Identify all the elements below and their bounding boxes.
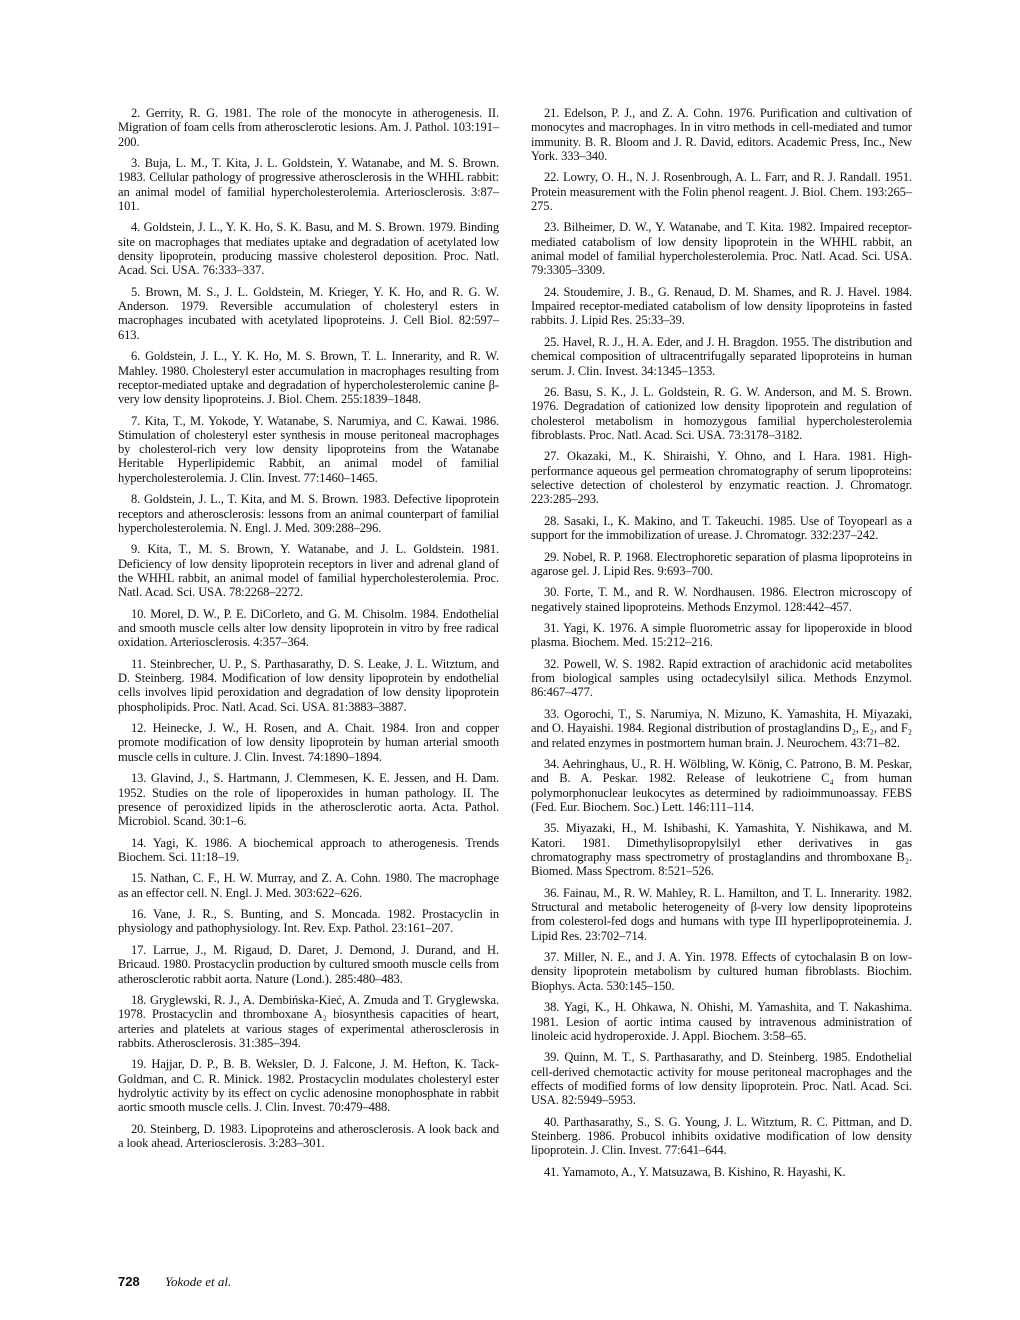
reference-item: 10. Morel, D. W., P. E. DiCorleto, and G. M. Chisolm. 1984. Endothelial and smooth muscle cells alter low density lipoprotein in vitro by free radical oxidation. Arteriosclerosis. 4:357–364. xyxy=(118,606,499,650)
reference-item: 35. Miyazaki, H., M. Ishibashi, K. Yamashita, Y. Nishikawa, and M. Katori. 1981. Dimethylisopropylsilyl ether derivatives in gas chromatography mass spectrometry of prostaglandins and thromboxane B₂. Biomed. Mass Spectrom. 8:521–526. xyxy=(531,821,912,879)
reference-item: 29. Nobel, R. P. 1968. Electrophoretic separation of plasma lipoproteins in agarose gel. J. Lipid Res. 9:693–700. xyxy=(531,549,912,578)
reference-item: 28. Sasaki, I., K. Makino, and T. Takeuchi. 1985. Use of Toyopearl as a support for the immobilization of urease. J. Chromatogr. 332:237–242. xyxy=(531,513,912,543)
reference-item: 20. Steinberg, D. 1983. Lipoproteins and atherosclerosis. A look back and a look ahead. Arteriosclerosis. 3:283–301. xyxy=(118,1121,499,1151)
reference-item: 14. Yagi, K. 1986. A biochemical approach to atherogenesis. Trends Biochem. Sci. 11:18–19. xyxy=(118,835,499,864)
reference-column-left xyxy=(118,106,499,1158)
reference-item: 19. Hajjar, D. P., B. B. Weksler, D. J. Falcone, J. M. Hefton, K. Tack-Goldman, and C. R. Minick. 1982. Prostacyclin modulates cholesteryl ester hydrolytic activity by its effect on cyclic adenosine monophosphate in rabbit aortic smooth muscle cells. J. Clin. Invest. 70:479–488. xyxy=(118,1057,499,1115)
reference-item: 36. Fainau, M., R. W. Mahley, R. L. Hamilton, and T. L. Innerarity. 1982. Structural and metabolic heterogeneity of β-very low density lipoproteins from colesterol-fed dogs and humans with type III hyperlipoproteinemia. J. Lipid Res. 23:702–714. xyxy=(531,885,912,943)
reference-item: 23. Bilheimer, D. W., Y. Watanabe, and T. Kita. 1982. Impaired receptor-mediated catabolism of low density lipoprotein in the WHHL rabbit, an animal model of familial hypercholesterolemia. Proc. Natl. Acad. Sci. USA. 79:3305–3309. xyxy=(531,220,912,278)
reference-item: 38. Yagi, K., H. Ohkawa, N. Ohishi, M. Yamashita, and T. Nakashima. 1981. Lesion of aortic intima caused by intravenous administration of linoleic acid hydroperoxide. J. Appl. Biochem. 3:58–65. xyxy=(531,1000,912,1043)
reference-item: 37. Miller, N. E., and J. A. Yin. 1978. Effects of cytochalasin B on low-density lipoprotein metabolism by cultured human fibroblasts. Biochim. Biophys. Acta. 530:145–150. xyxy=(531,950,912,993)
reference-item: 17. Larrue, J., M. Rigaud, D. Daret, J. Demond, J. Durand, and H. Bricaud. 1980. Prostacyclin production by cultured smooth muscle cells from atherosclerotic rabbit aorta. Nature (Lond.). 285:480–483. xyxy=(118,942,499,986)
reference-item: 16. Vane, J. R., S. Bunting, and S. Moncada. 1982. Prostacyclin in physiology and pathophysiology. Int. Rev. Exp. Pathol. 23:161–207. xyxy=(118,907,499,936)
reference-item: 12. Heinecke, J. W., H. Rosen, and A. Chait. 1984. Iron and copper promote modification of low density lipoprotein by human arterial smooth muscle cells in culture. J. Clin. Invest. 74:1890–1894. xyxy=(118,721,499,764)
reference-item: 4. Goldstein, J. L., Y. K. Ho, S. K. Basu, and M. S. Brown. 1979. Binding site on macrophages that mediates uptake and degradation of acetylated low density lipoprotein, producing massive cholesterol deposition. Proc. Natl. Acad. Sci. USA. 76:333–337. xyxy=(118,220,499,278)
page-footer xyxy=(118,1274,231,1290)
reference-item: 33. Ogorochi, T., S. Narumiya, N. Mizuno, K. Yamashita, H. Miyazaki, and O. Hayaishi. 1984. Regional distribution of prostaglandins D₂, E₂, and F₂ and related enzymes in postmortem human brain. J. Neurochem. 43:71–82. xyxy=(531,706,912,750)
reference-item: 27. Okazaki, M., K. Shiraishi, Y. Ohno, and I. Hara. 1981. High-performance aqueous gel permeation chromatography of serum lipoproteins: selective detection of cholesterol by enzymatic reaction. J. Chromatogr. 223:285–293. xyxy=(531,449,912,507)
reference-item: 13. Glavind, J., S. Hartmann, J. Clemmesen, K. E. Jessen, and H. Dam. 1952. Studies on the role of lipoperoxides in human pathology. II. The presence of peroxidized lipids in the atherosclerotic aorta. Acta. Pathol. Microbiol. Scand. 30:1–6. xyxy=(118,771,499,829)
reference-item: 22. Lowry, O. H., N. J. Rosenbrough, A. L. Farr, and R. J. Randall. 1951. Protein measurement with the Folin phenol reagent. J. Biol. Chem. 193:265–275. xyxy=(531,170,912,213)
reference-item: 9. Kita, T., M. S. Brown, Y. Watanabe, and J. L. Goldstein. 1981. Deficiency of low density lipoprotein receptors in liver and adrenal gland of the WHHL rabbit, an animal model of familial hypercholesterolemia. Proc. Natl. Acad. Sci. USA. 78:2268–2272. xyxy=(118,542,499,600)
reference-item: 41. Yamamoto, A., Y. Matsuzawa, B. Kishino, R. Hayashi, K. xyxy=(544,1164,846,1179)
reference-item: 32. Powell, W. S. 1982. Rapid extraction of arachidonic acid metabolites from biological samples using octadecylsilyl silica. Methods Enzymol. 86:467–477. xyxy=(531,656,912,700)
reference-item: 34. Aehringhaus, U., R. H. Wölbling, W. König, C. Patrono, B. M. Peskar, and B. A. Peskar. 1982. Release of leukotriene C₄ from human polymorphonuclear leukocytes as determined by radioimmunoassay. FEBS (Fed. Eur. Biochem. Soc.) Lett. 146:111–114. xyxy=(531,757,912,814)
page-number: 728 xyxy=(118,1274,140,1289)
reference-column-right xyxy=(531,106,912,1186)
reference-item: 26. Basu, S. K., J. L. Goldstein, R. G. W. Anderson, and M. S. Brown. 1976. Degradation of cationized low density lipoprotein and regulation of cholesterol metabolism in homozygous familial hypercholesterolemia fibroblasts. Proc. Natl. Acad. Sci. USA. 73:3178–3182. xyxy=(531,384,912,442)
reference-item: 7. Kita, T., M. Yokode, Y. Watanabe, S. Narumiya, and C. Kawai. 1986. Stimulation of cholesteryl ester synthesis in mouse peritoneal macrophages by cholesterol-rich very low density lipoproteins from the Watanabe Heritable Hyperlipidemic Rabbit, an animal model of familial hypercholesterolemia. J. Clin. Invest. 77:1460–1465. xyxy=(118,413,499,485)
running-head: Yokode et al. xyxy=(164,1274,232,1289)
reference-item: 40. Parthasarathy, S., S. G. Young, J. L. Witztum, R. C. Pittman, and D. Steinberg. 1986. Probucol inhibits oxidative modification of low density lipoprotein. J. Clin. Invest. 77:641–644. xyxy=(531,1114,912,1158)
reference-item: 15. Nathan, C. F., H. W. Murray, and Z. A. Cohn. 1980. The macrophage as an effector cell. N. Engl. J. Med. 303:622–626. xyxy=(118,871,499,900)
reference-item: 30. Forte, T. M., and R. W. Nordhausen. 1986. Electron microscopy of negatively stained lipoproteins. Methods Enzymol. 128:442–457. xyxy=(531,585,912,614)
reference-item: 31. Yagi, K. 1976. A simple fluorometric assay for lipoperoxide in blood plasma. Biochem. Med. 15:212–216. xyxy=(531,621,912,650)
reference-item: 2. Gerrity, R. G. 1981. The role of the monocyte in atherogenesis. II. Migration of foam cells from atherosclerotic lesions. Am. J. Pathol. 103:191–200. xyxy=(118,106,499,149)
reference-item: 5. Brown, M. S., J. L. Goldstein, M. Krieger, Y. K. Ho, and R. G. W. Anderson. 1979. Reversible accumulation of cholesteryl esters in macrophages incubated with acetylated lipoproteins. J. Cell Biol. 82:597–613. xyxy=(118,284,499,342)
reference-item: 11. Steinbrecher, U. P., S. Parthasarathy, D. S. Leake, J. L. Witztum, and D. Steinberg. 1984. Modification of low density lipoprotein by endothelial cells involves lipid peroxidation and degradation of low density lipoprotein phospholipids. Proc. Natl. Acad. Sci. USA. 81:3883–3887. xyxy=(118,656,499,714)
reference-item: 18. Gryglewski, R. J., A. Dembińska-Kieć, A. Zmuda and T. Gryglewska. 1978. Prostacyclin and thromboxane A₂ biosynthesis capacities of heart, arteries and platelets at various stages of experimental atherosclerosis in rabbits. Atherosclerosis. 31:385–394. xyxy=(118,993,499,1050)
reference-item: 25. Havel, R. J., H. A. Eder, and J. H. Bragdon. 1955. The distribution and chemical composition of ultracentrifugally separated lipoproteins in human serum. J. Clin. Invest. 34:1345–1353. xyxy=(531,334,912,378)
reference-item: 6. Goldstein, J. L., Y. K. Ho, M. S. Brown, T. L. Innerarity, and R. W. Mahley. 1980. Cholesteryl ester accumulation in macrophages resulting from receptor-mediated uptake and degradation of hypercholesterolemic canine β-very low density lipoproteins. J. Biol. Chem. 255:1839–1848. xyxy=(118,349,499,407)
reference-item: 24. Stoudemire, J. B., G. Renaud, D. M. Shames, and R. J. Havel. 1984. Impaired receptor-mediated catabolism of low density lipoproteins in fasted rabbits. J. Lipid Res. 25:33–39. xyxy=(531,284,912,328)
reference-item: 8. Goldstein, J. L., T. Kita, and M. S. Brown. 1983. Defective lipoprotein receptors and atherosclerosis: lessons from an animal counterpart of familial hypercholesterolemia. N. Engl. J. Med. 309:288–296. xyxy=(118,492,499,535)
reference-item: 39. Quinn, M. T., S. Parthasarathy, and D. Steinberg. 1985. Endothelial cell-derived chemotactic activity for mouse peritoneal macrophages and the effects of modified forms of low density lipoprotein. Proc. Natl. Acad. Sci. USA. 82:5949–5953. xyxy=(531,1050,912,1108)
reference-item: 21. Edelson, P. J., and Z. A. Cohn. 1976. Purification and cultivation of monocytes and macrophages. In in vitro methods in cell-mediated and tumor immunity. B. R. Bloom and J. R. David, editors. Academic Press, Inc., New York. 333–340. xyxy=(531,106,912,163)
reference-item: 3. Buja, L. M., T. Kita, J. L. Goldstein, Y. Watanabe, and M. S. Brown. 1983. Cellular pathology of progressive atherosclerosis in the WHHL rabbit: an animal model of familial hypercholesterolemia. Arteriosclerosis. 3:87–101. xyxy=(118,156,499,213)
